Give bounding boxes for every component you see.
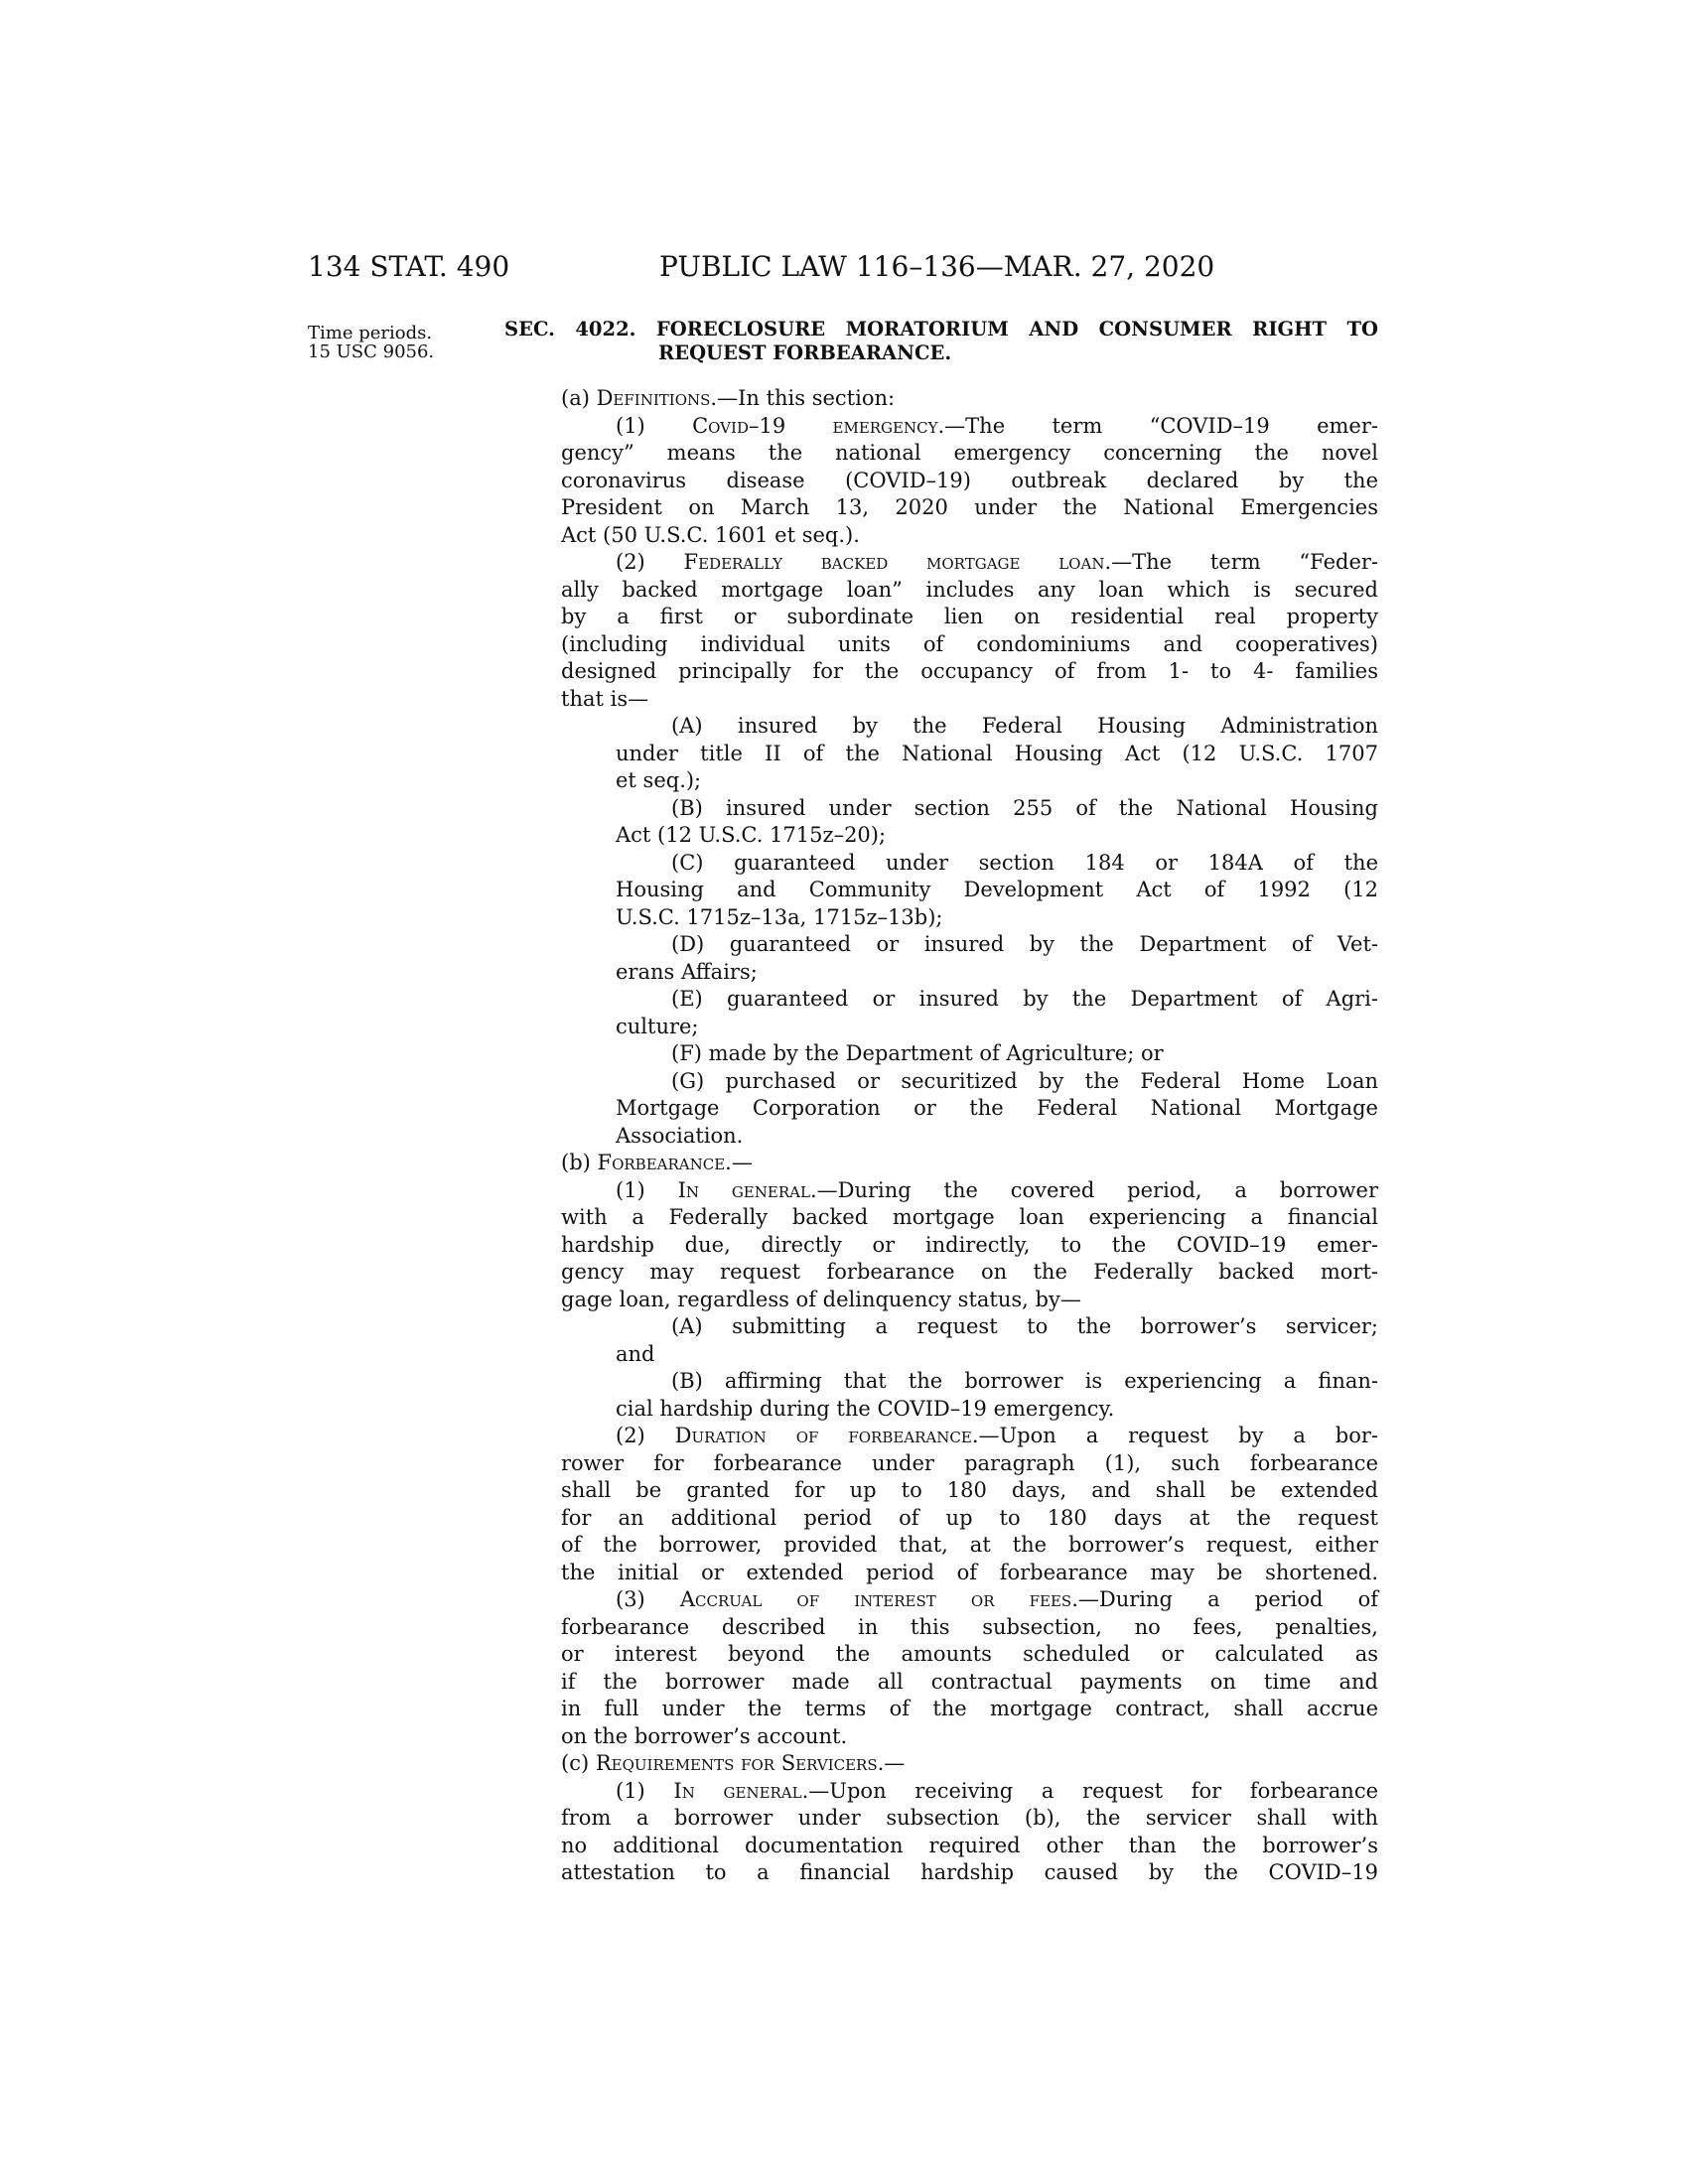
- text-line: [561, 1423, 1378, 1450]
- text-line: [561, 1805, 1378, 1833]
- paragraph-text: Act (50 U.S.C. 1601 et seq.).: [561, 522, 860, 547]
- text-line: [561, 1204, 1378, 1232]
- paragraph-heading: Definitions: [596, 386, 711, 410]
- text-line: [561, 1040, 1378, 1068]
- paragraph-text: from a borrower under subsection (b), the servicer shall with: [561, 1806, 1378, 1830]
- paragraph-number: (1): [616, 1778, 674, 1803]
- text-line: [561, 931, 1378, 959]
- text-line: [561, 904, 1378, 932]
- paragraph-text: (B) affirming that the borrower is experiencing a finan-: [671, 1369, 1378, 1393]
- text-line: [561, 604, 1378, 631]
- text-line: [561, 822, 1378, 850]
- paragraph-text: in full under the terms of the mortgage contract, shall accrue: [561, 1697, 1378, 1720]
- text-line: [561, 1505, 1378, 1533]
- paragraph-text: if the borrower made all contractual payments on time and: [561, 1669, 1378, 1694]
- paragraph-text: culture;: [616, 1014, 699, 1038]
- paragraph-text: (D) guaranteed or insured by the Department of Vet-: [671, 932, 1378, 956]
- paragraph-text: no additional documentation required other than the borrower’s: [561, 1833, 1378, 1857]
- paragraph-text: Mortgage Corporation or the Federal National Mortgage: [616, 1096, 1378, 1120]
- text-line: [561, 1396, 1378, 1424]
- paragraph-text: by a first or subordinate lien on residential real property: [561, 605, 1378, 628]
- paragraph-text: (A) insured by the Federal Housing Administration: [671, 714, 1378, 738]
- text-line: [561, 986, 1378, 1014]
- paragraph-text: (A) submitting a request to the borrower’s servicer;: [671, 1314, 1378, 1338]
- paragraph-heading: Forbearance: [597, 1151, 726, 1174]
- text-line: [561, 767, 1378, 795]
- paragraph-text: coronavirus disease (COVID–19) outbreak declared by the: [561, 468, 1378, 492]
- paragraph-number: (a): [561, 386, 597, 410]
- paragraph-number: (c): [561, 1751, 596, 1775]
- text-line: [561, 1833, 1378, 1860]
- paragraph-text: of the borrower, provided that, at the borrower’s request, either: [561, 1533, 1378, 1557]
- paragraph-text: .—The term “COVID–19 emer-: [937, 413, 1378, 438]
- text-line: [561, 1560, 1378, 1587]
- text-line: [561, 795, 1378, 823]
- paragraph-text: that is—: [561, 686, 649, 711]
- text-line: [561, 1723, 1378, 1751]
- text-line: [561, 1859, 1378, 1887]
- paragraph-text: erans Affairs;: [616, 959, 758, 984]
- margin-note-citation: 15 USC 9056.: [308, 341, 435, 362]
- paragraph-text: (B) insured under section 255 of the National Housing: [671, 795, 1378, 820]
- paragraph-number: (3): [616, 1587, 680, 1611]
- text-line: [561, 1232, 1378, 1260]
- text-line: [561, 440, 1378, 468]
- paragraph-text: .—The term “Feder-: [1104, 550, 1379, 574]
- paragraph-number: (1): [616, 1177, 678, 1202]
- paragraph-text: .—During a period of: [1071, 1587, 1379, 1611]
- text-line: [561, 686, 1378, 714]
- text-line: [561, 1068, 1378, 1096]
- section-heading-line: SEC. 4022. FORECLOSURE MORATORIUM AND CONSUMER RIGHT TO: [504, 318, 1378, 341]
- paragraph-text: .—Upon receiving a request for forbearance: [801, 1778, 1379, 1803]
- text-line: [561, 1641, 1378, 1669]
- text-line: [561, 1586, 1378, 1614]
- text-line: [561, 1095, 1378, 1123]
- text-line: [561, 1259, 1378, 1287]
- text-line: [561, 1778, 1378, 1806]
- paragraph-heading: In general: [677, 1177, 810, 1202]
- text-line: [561, 1313, 1378, 1341]
- paragraph-text: designed principally for the occupancy of from 1- to 4- families: [561, 659, 1378, 683]
- paragraph-text: cial hardship during the COVID–19 emergency.: [616, 1396, 1115, 1421]
- text-line: [561, 1614, 1378, 1642]
- text-line: [561, 1287, 1378, 1314]
- text-line: [561, 1177, 1378, 1205]
- paragraph-text: (F) made by the Department of Agriculture; or: [671, 1041, 1164, 1065]
- text-line: [561, 468, 1378, 495]
- text-line: [561, 741, 1378, 768]
- paragraph-number: (b): [561, 1151, 598, 1174]
- text-line: [561, 1150, 1378, 1177]
- section-heading-line: REQUEST FORBEARANCE.: [658, 341, 952, 364]
- text-line: [561, 713, 1378, 741]
- section-body: [561, 385, 1378, 1887]
- text-line: [561, 577, 1378, 605]
- paragraph-text: with a Federally backed mortgage loan experiencing a financial: [561, 1205, 1378, 1229]
- paragraph-heading: Covid–19 emergency: [692, 413, 938, 438]
- paragraph-number: (2): [616, 1424, 675, 1447]
- paragraph-text: the initial or extended period of forbearance may be shortened.: [561, 1560, 1378, 1584]
- paragraph-text: (including individual units of condominiums and cooperatives): [561, 631, 1378, 656]
- section-heading: [504, 318, 1378, 365]
- paragraph-heading: Duration of forbearance: [674, 1424, 972, 1447]
- text-line: [561, 549, 1378, 577]
- text-line: [561, 1341, 1378, 1369]
- paragraph-number: (1): [616, 413, 693, 438]
- paragraph-text: forbearance described in this subsection, no fees, penalties,: [561, 1614, 1378, 1639]
- text-line: [561, 1123, 1378, 1151]
- text-line: [561, 522, 1378, 550]
- text-line: [561, 959, 1378, 987]
- text-line: [561, 658, 1378, 686]
- margin-note: [308, 324, 434, 361]
- paragraph-heading: Accrual of interest or fees: [679, 1587, 1072, 1611]
- paragraph-text: gency” means the national emergency concerning the novel: [561, 441, 1378, 465]
- paragraph-text: (E) guaranteed or insured by the Department of Agri-: [671, 987, 1378, 1011]
- paragraph-text: .—: [877, 1751, 906, 1775]
- paragraph-heading: Requirements for Servicers: [595, 1751, 878, 1775]
- text-line: [561, 1014, 1378, 1041]
- text-line: [561, 1532, 1378, 1560]
- paragraph-heading: In general: [673, 1778, 802, 1803]
- paragraph-text: (C) guaranteed under section 184 or 184A of the: [671, 850, 1378, 875]
- paragraph-text: under title II of the National Housing Act (12 U.S.C. 1707: [616, 741, 1378, 765]
- paragraph-text: Housing and Community Development Act of 1992 (12: [616, 878, 1378, 901]
- text-line: [561, 850, 1378, 878]
- text-line: [561, 1669, 1378, 1697]
- paragraph-text: on the borrower’s account.: [561, 1723, 848, 1748]
- paragraph-text: for an additional period of up to 180 days at the request: [561, 1505, 1378, 1530]
- paragraph-text: Act (12 U.S.C. 1715z–20);: [616, 823, 887, 847]
- text-line: [561, 385, 1378, 413]
- text-line: [561, 1696, 1378, 1723]
- paragraph-text: hardship due, directly or indirectly, to the COVID–19 emer-: [561, 1232, 1378, 1257]
- text-line: [561, 877, 1378, 904]
- paragraph-heading: Federally backed mortgage loan: [683, 550, 1105, 574]
- paragraph-text: U.S.C. 1715z–13a, 1715z–13b);: [616, 904, 943, 929]
- running-head-public-law: PUBLIC LAW 116–136—MAR. 27, 2020: [659, 250, 1215, 283]
- text-line: [561, 413, 1378, 441]
- paragraph-text: President on March 13, 2020 under the National Emergencies: [561, 495, 1378, 519]
- paragraph-text: (G) purchased or securitized by the Federal Home Loan: [671, 1068, 1378, 1093]
- text-line: [561, 1368, 1378, 1396]
- paragraph-text: .—Upon a request by a bor-: [971, 1424, 1378, 1447]
- text-line: [561, 1750, 1378, 1778]
- paragraph-text: attestation to a financial hardship caused by the COVID–19: [561, 1860, 1378, 1884]
- paragraph-text: gency may request forbearance on the Federally backed mort-: [561, 1260, 1378, 1284]
- paragraph-text: .—: [725, 1151, 753, 1174]
- text-line: [561, 1450, 1378, 1478]
- statute-page-number: 134 STAT. 490: [308, 250, 510, 283]
- paragraph-text: Association.: [616, 1123, 744, 1148]
- paragraph-text: .—During the covered period, a borrower: [809, 1177, 1378, 1202]
- paragraph-text: .—In this section:: [710, 386, 896, 410]
- paragraph-text: et seq.);: [616, 768, 702, 792]
- paragraph-text: rower for forbearance under paragraph (1), such forbearance: [561, 1450, 1378, 1475]
- text-line: [561, 1477, 1378, 1505]
- paragraph-number: (2): [616, 550, 684, 574]
- margin-note-line: Time periods.: [308, 323, 433, 343]
- paragraph-text: ally backed mortgage loan” includes any loan which is secured: [561, 577, 1378, 602]
- text-line: [561, 494, 1378, 522]
- paragraph-text: gage loan, regardless of delinquency status, by—: [561, 1287, 1081, 1311]
- paragraph-text: or interest beyond the amounts scheduled or calculated as: [561, 1642, 1378, 1666]
- text-line: [561, 631, 1378, 659]
- paragraph-text: and: [616, 1341, 655, 1366]
- paragraph-text: shall be granted for up to 180 days, and shall be extended: [561, 1478, 1378, 1502]
